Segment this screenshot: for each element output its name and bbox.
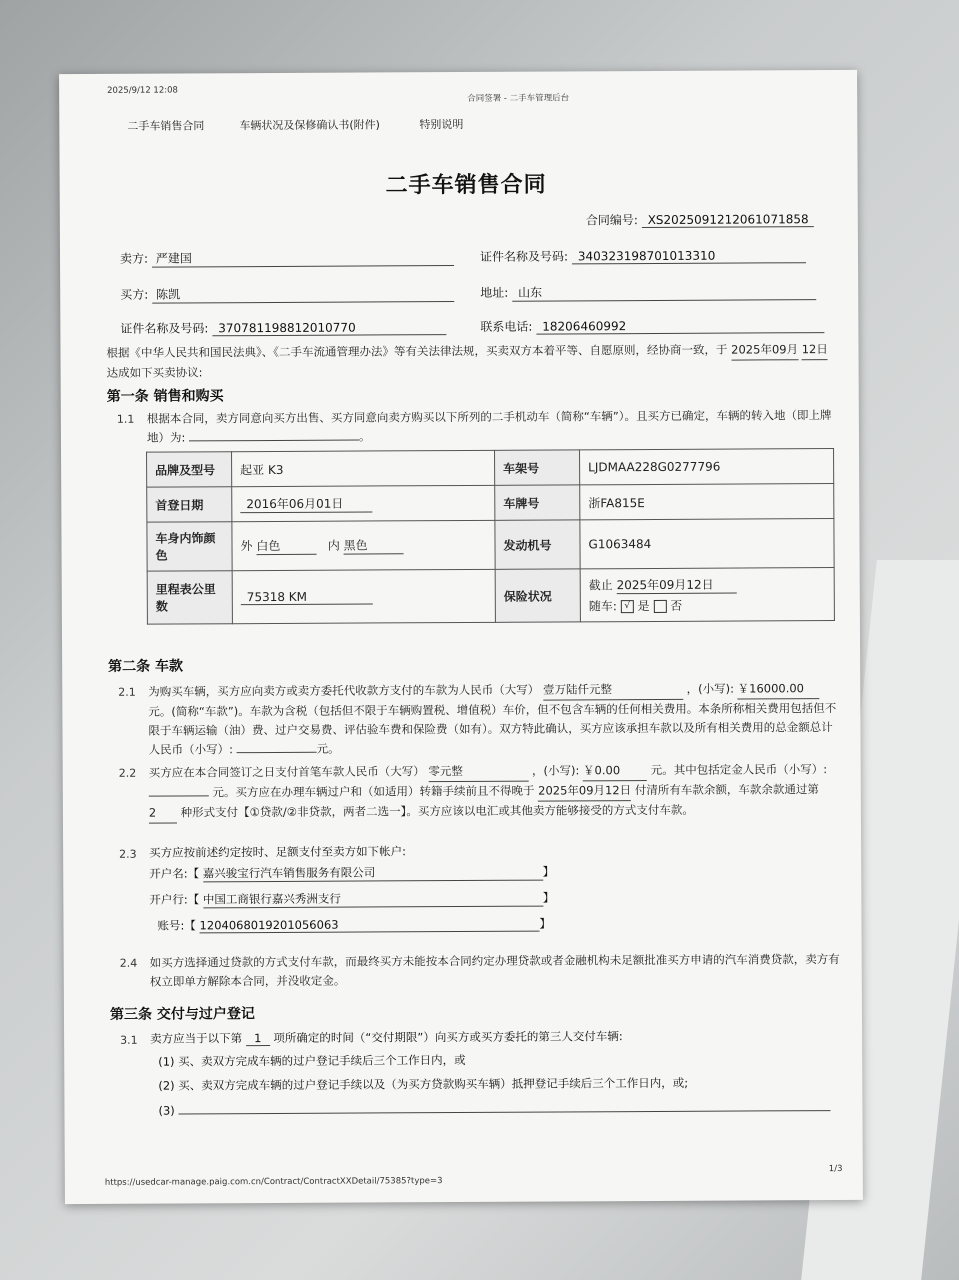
- intro-date-a: 2025年09月: [731, 340, 798, 360]
- clause-2-4-text: 如买方选择通过贷款的方式支付车款，而最终买方未能按本合同约定办理贷款或者金融机构未足额批准买方申请的汽车消费贷款，卖方有权立即单方解除本合同，并没收定金。: [149, 952, 840, 989]
- color-label: 车身内饰颜色: [147, 522, 232, 571]
- mileage-cell: [232, 569, 495, 623]
- clause-2-3-text: 买方应按前述约定按时、足额支付至卖方如下帐户:: [149, 844, 407, 860]
- clause-2-2: [149, 760, 839, 824]
- account-name: 嘉兴骏宝行汽车销售服务有限公司: [203, 864, 543, 883]
- engine-value: G1063484: [580, 519, 834, 569]
- clause-2-1-text-b: 元。(简称“车款”)。车款为含税（包括但不限于车辆购置税、增值税）车价，但不包含车辆的任何相关费用。本条所称相关费用包括但不限于车辆运输（油）费、过户交易费、评估验车费和保险费（如有）。双方特此确认，买方应该承担车款以及所有相关费用的总金额总计人民币（小写）:: [148, 701, 837, 757]
- page-number: 1/3: [828, 1164, 843, 1175]
- print-datetime: 2025/9/12 12:08: [107, 85, 178, 96]
- seller-label: 卖方:: [119, 251, 149, 266]
- tab-special-notes[interactable]: 特别说明: [419, 117, 464, 132]
- tab-vehicle-condition[interactable]: 车辆状况及保修确认书(附件): [239, 118, 380, 133]
- account-name-row: [149, 864, 554, 883]
- no-checkbox[interactable]: [653, 600, 666, 613]
- address-label: 地址:: [480, 285, 509, 300]
- clause-2-3-number: 2.3: [119, 847, 137, 861]
- insurance-prefix: 截止: [588, 578, 613, 593]
- seller-id: 340323198701013310: [572, 248, 806, 264]
- clause-3-1-text-b: 项所确定的时间（“交付期限”）向买方或买方委托的第三人交付车辆:: [273, 1029, 623, 1045]
- clause-3-1-number: 3.1: [120, 1033, 138, 1047]
- phone-label: 联系电话:: [480, 319, 533, 334]
- mileage-value: 75318 KM: [241, 589, 373, 605]
- buyer-phone: 18206460992: [536, 318, 824, 335]
- clause-3-1-option-2: (2) 买、卖双方完成车辆的过户登记手续以及（为买方贷款购买车辆）抵押登记手续后三个工作日内，或;: [158, 1075, 689, 1093]
- seller-id-label: 证件名称及号码:: [479, 249, 569, 264]
- contract-paper: [59, 70, 863, 1204]
- table-row: [147, 568, 834, 625]
- interior-color: 黑色: [344, 536, 404, 554]
- first-pay-upper: 零元整: [428, 762, 528, 783]
- reg-date-label: 首登日期: [147, 487, 232, 522]
- yes-label: 是: [637, 599, 650, 614]
- table-row: [147, 449, 834, 488]
- buyer-label: 买方:: [120, 287, 149, 302]
- bracket-close: 】: [542, 864, 555, 879]
- engine-label: 发动机号: [495, 520, 580, 569]
- clause-1-1: [147, 406, 837, 448]
- intro-date-b: 12日: [802, 340, 828, 360]
- clause-2-2-text-e: 种形式支付【①贷款/②非贷款，两者二选一】。买方应该以电汇或其他卖方能够接受的方式支付车款。: [180, 802, 694, 820]
- clause-2-1-end: 元。: [316, 741, 340, 756]
- brand-label: 品牌及型号: [147, 452, 232, 487]
- color-cell: [232, 520, 495, 570]
- reg-date-value: 2016年06月01日: [240, 494, 372, 513]
- mileage-label: 里程表公里数: [147, 571, 232, 624]
- intro-paragraph: [106, 340, 836, 383]
- buyer-id: 370781198812010770: [212, 320, 446, 336]
- account-no: 1204068019201056063: [200, 917, 540, 934]
- price-amount: ￥16000.00: [738, 679, 820, 699]
- brand-value: 起亚 K3: [232, 450, 495, 486]
- clause-2-4-number: 2.4: [119, 956, 138, 970]
- delivery-item: 1: [246, 1031, 270, 1046]
- clause-2-1-text-a: 为购买车辆，买方应向卖方或卖方委托代收款方支付的车款为人民币（大写）: [148, 682, 540, 699]
- bracket-close: 】: [542, 890, 555, 905]
- account-name-label: 开户名:【: [149, 866, 200, 881]
- price-small-label: ，(小写):: [686, 681, 734, 696]
- section-1-heading: 第一条 销售和购买: [106, 388, 224, 405]
- reg-date-cell: [232, 485, 495, 521]
- section-2-heading: 第二条 车款: [108, 658, 184, 675]
- account-bank-row: [149, 890, 554, 909]
- exterior-color: 白色: [256, 537, 316, 555]
- table-row: [147, 484, 834, 523]
- interior-label: 内: [327, 538, 340, 553]
- no-label: 否: [670, 598, 683, 613]
- insurance-label: 保险状况: [495, 569, 580, 622]
- account-bank-label: 开户行:【: [149, 892, 200, 907]
- payment-way: 2: [149, 803, 177, 823]
- clause-3-1-option-1: (1) 买、卖双方完成车辆的过户登记手续后三个工作日内，或: [158, 1052, 466, 1069]
- clause-1-1-number: 1.1: [116, 412, 135, 426]
- buyer-name: 陈凯: [152, 284, 454, 304]
- account-no-label: 账号:【: [157, 918, 196, 933]
- contract-no-label: 合同编号:: [585, 213, 638, 228]
- clause-2-2-text-a: 买方应在本合同签订之日支付首笔车款人民币（大写）: [148, 764, 425, 780]
- clause-2-1-number: 2.1: [118, 685, 136, 699]
- account-bank: 中国工商银行嘉兴秀洲支行: [203, 890, 543, 909]
- section-3-heading: 第三条 交付与过户登记: [109, 1006, 255, 1023]
- with-car-label: 随车:: [588, 599, 617, 614]
- first-pay-amount: ￥0.00: [583, 761, 647, 781]
- buyer-address: 山东: [512, 282, 816, 302]
- seller-name: 严建国: [152, 248, 454, 268]
- clause-2-2-number: 2.2: [118, 766, 137, 780]
- intro-text: 根据《中华人民共和国民法典》、《二手车流通管理办法》等有关法律法规，买卖双方本着平等、自愿原则，经协商一致，于: [106, 342, 728, 360]
- account-no-row: [157, 916, 551, 934]
- intro-text-end: 达成如下买卖协议:: [106, 365, 203, 380]
- vin-label: 车架号: [495, 450, 580, 485]
- buyer-id-label: 证件名称及号码:: [120, 321, 209, 336]
- clause-3-1: [150, 1028, 623, 1046]
- print-site-title: 合同签署 - 二手车管理后台: [467, 93, 570, 104]
- option-3-label: (3): [158, 1103, 175, 1118]
- clause-3-1-text-a: 卖方应当于以下第: [150, 1031, 243, 1046]
- footer-url[interactable]: https://usedcar-manage.paig.com.cn/Contract/ContractXXDetail/75385?type=3: [104, 1176, 443, 1188]
- clause-3-1-option-3: [158, 1100, 830, 1118]
- insurance-date: 2025年09月12日: [617, 576, 737, 595]
- clause-2-2-text-c: 元。买方应在办理车辆过户和（如适用）转籍手续前且不得晚于: [212, 783, 535, 800]
- clause-2-1: [148, 679, 838, 760]
- insurance-cell: [580, 568, 834, 622]
- clause-1-1-text: 根据本合同，卖方同意向买方出售、买方同意向卖方购买以下所列的二手机动车（简称“车辆”）。且买方已确定，车辆的转入地（即上牌地）为:: [146, 408, 832, 445]
- plate-value: 浙FA815E: [580, 484, 834, 520]
- first-pay-small-label: ，(小写):: [531, 763, 584, 778]
- price-upper: 壹万陆仟元整: [543, 680, 683, 701]
- exterior-label: 外: [240, 539, 253, 554]
- table-row: [147, 519, 834, 572]
- balance-deadline: 2025年09月12日: [538, 781, 631, 801]
- tab-sales-contract[interactable]: 二手车销售合同: [127, 119, 205, 133]
- plate-label: 车牌号: [495, 485, 580, 520]
- clause-2-2-text-d: 付清所有车款余额，车款余款通过第: [634, 782, 819, 798]
- clause-1-1-end: 。: [358, 429, 371, 444]
- contract-no: XS2025091212061071858: [642, 212, 814, 228]
- clause-2-2-text-b: 元。其中包括定金人民币（小写）:: [650, 762, 828, 778]
- yes-checkbox[interactable]: √: [621, 600, 634, 613]
- bracket-close: 】: [539, 916, 552, 931]
- page-title: 二手车销售合同: [385, 172, 547, 199]
- vin-value: LJDMAA228G0277796: [580, 449, 834, 485]
- vehicle-table: [146, 448, 835, 625]
